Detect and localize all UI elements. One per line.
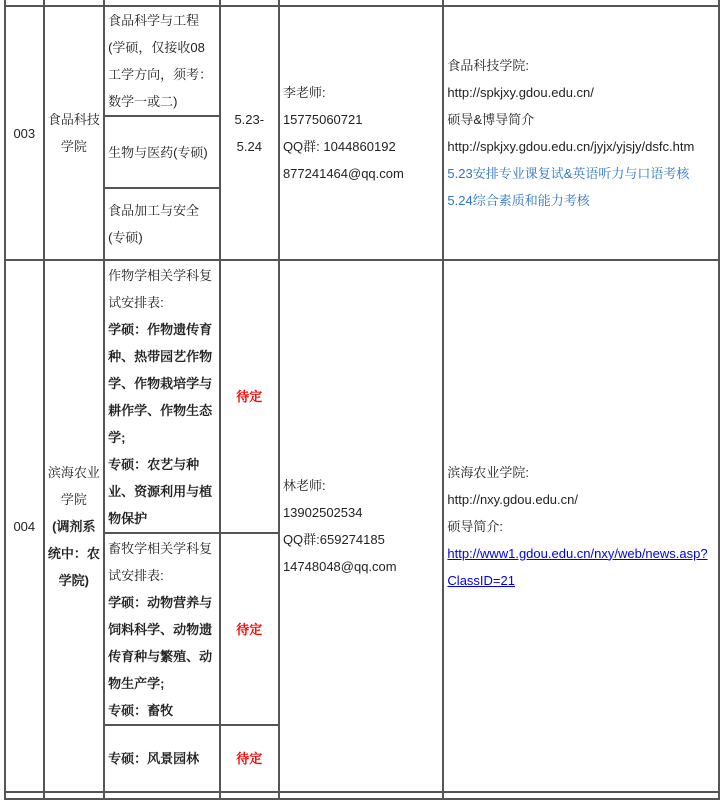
major-line: 数学一或二) bbox=[108, 94, 178, 109]
college-name-line: 滨海农业 bbox=[47, 464, 100, 480]
contact-phone: 15775060721 bbox=[282, 112, 363, 127]
major-line: 学、作物栽培学与 bbox=[108, 375, 213, 391]
supervisor-intro-label: 硕导&博导简介 bbox=[447, 112, 535, 127]
website-title: 食品科技学院: bbox=[447, 58, 530, 73]
contact-cell bbox=[279, 6, 443, 260]
next-row-stub bbox=[5, 792, 719, 799]
contact-qq-group: QQ群:659274185 bbox=[282, 532, 385, 547]
college-name bbox=[44, 260, 105, 792]
college-note-line: 学院) bbox=[58, 572, 89, 588]
major-line: 学硕：作物遗传育 bbox=[108, 321, 213, 337]
college-note-line: 统中：农 bbox=[47, 545, 100, 561]
major-line: 生物与医药(专硕) bbox=[108, 144, 208, 160]
major-line: 耕作学、作物生态 bbox=[108, 402, 213, 418]
major-intro-line: 畜牧学相关学科复 bbox=[108, 540, 213, 556]
contact-email: 14748048@qq.com bbox=[282, 559, 397, 574]
interview-date-pending: 待定 bbox=[220, 533, 279, 725]
website-url: http://nxy.gdou.edu.cn/ bbox=[447, 491, 578, 507]
major-cell bbox=[104, 116, 220, 188]
major-cell bbox=[104, 188, 220, 260]
supervisor-intro-link[interactable]: ClassID=21 bbox=[447, 572, 515, 588]
major-line: 专硕：农艺与种 bbox=[108, 456, 200, 472]
interview-date bbox=[220, 6, 279, 260]
major-cell bbox=[104, 6, 220, 116]
website-url: http://spkjxy.gdou.edu.cn/ bbox=[447, 85, 594, 100]
contact-teacher: 林老师: bbox=[282, 478, 326, 493]
website-cell bbox=[443, 6, 719, 260]
major-line: 学; bbox=[108, 429, 126, 445]
college-note-line: (调剂系 bbox=[52, 518, 96, 534]
supervisor-intro-label: 硕导简介: bbox=[447, 518, 504, 534]
row-number: 003 bbox=[5, 6, 44, 260]
website-cell bbox=[443, 260, 719, 792]
major-line: 饲料科学、动物遗 bbox=[108, 621, 213, 637]
contact-cell bbox=[279, 260, 443, 792]
row-number: 004 bbox=[5, 260, 44, 792]
major-line: 工学方向，须考： bbox=[108, 67, 213, 82]
major-line: 种、热带园艺作物 bbox=[108, 348, 213, 364]
contact-email: 877241464@qq.com bbox=[282, 166, 404, 181]
table-row-003 bbox=[5, 6, 719, 116]
major-intro-line: 试安排表: bbox=[108, 567, 164, 583]
schedule-note: 5.23安排专业课复试&英语听力与口语考核 bbox=[447, 166, 690, 181]
college-name-line: 食品科技 bbox=[47, 112, 100, 127]
major-line: 物保护 bbox=[108, 510, 148, 526]
interview-date-pending: 待定 bbox=[220, 725, 279, 792]
college-name-line: 学院 bbox=[60, 139, 87, 154]
major-line: 物生产学; bbox=[108, 675, 165, 691]
schedule-note: 5.24综合素质和能力考核 bbox=[447, 193, 590, 208]
date-line: 5.24 bbox=[236, 139, 262, 154]
major-intro-line: 作物学相关学科复 bbox=[108, 267, 213, 283]
major-line: 专硕：畜牧 bbox=[108, 702, 174, 718]
major-line: 学硕：动物营养与 bbox=[108, 594, 213, 610]
college-name-line: 学院 bbox=[60, 491, 87, 507]
supervisor-intro-link[interactable]: http://www1.gdou.edu.cn/nxy/web/news.asp? bbox=[447, 545, 708, 561]
major-line: 食品加工与安全 bbox=[108, 203, 200, 218]
major-line: 食品科学与工程 bbox=[108, 13, 200, 28]
table-row-004 bbox=[5, 260, 719, 533]
interview-date-pending: 待定 bbox=[220, 260, 279, 533]
major-cell bbox=[104, 725, 220, 792]
contact-phone: 13902502534 bbox=[282, 505, 363, 520]
major-cell bbox=[104, 260, 220, 533]
website-title: 滨海农业学院: bbox=[447, 464, 530, 480]
major-line: 传育种与繁殖、动 bbox=[108, 648, 213, 664]
admissions-table bbox=[4, 0, 720, 800]
major-intro-line: 试安排表: bbox=[108, 294, 164, 310]
contact-qq-group: QQ群: 1044860192 bbox=[282, 139, 396, 154]
major-line: 专硕：风景园林 bbox=[108, 751, 200, 766]
major-line: (学硕，仅接收08 bbox=[108, 40, 205, 55]
major-cell bbox=[104, 533, 220, 725]
major-line: (专硕) bbox=[108, 230, 143, 245]
college-name bbox=[44, 6, 105, 260]
date-line: 5.23- bbox=[234, 112, 265, 127]
supervisor-intro-url: http://spkjxy.gdou.edu.cn/jyjx/yjsjy/dsfc.htm bbox=[447, 139, 695, 154]
major-line: 业、资源利用与植 bbox=[108, 483, 213, 499]
contact-teacher: 李老师: bbox=[282, 85, 326, 100]
